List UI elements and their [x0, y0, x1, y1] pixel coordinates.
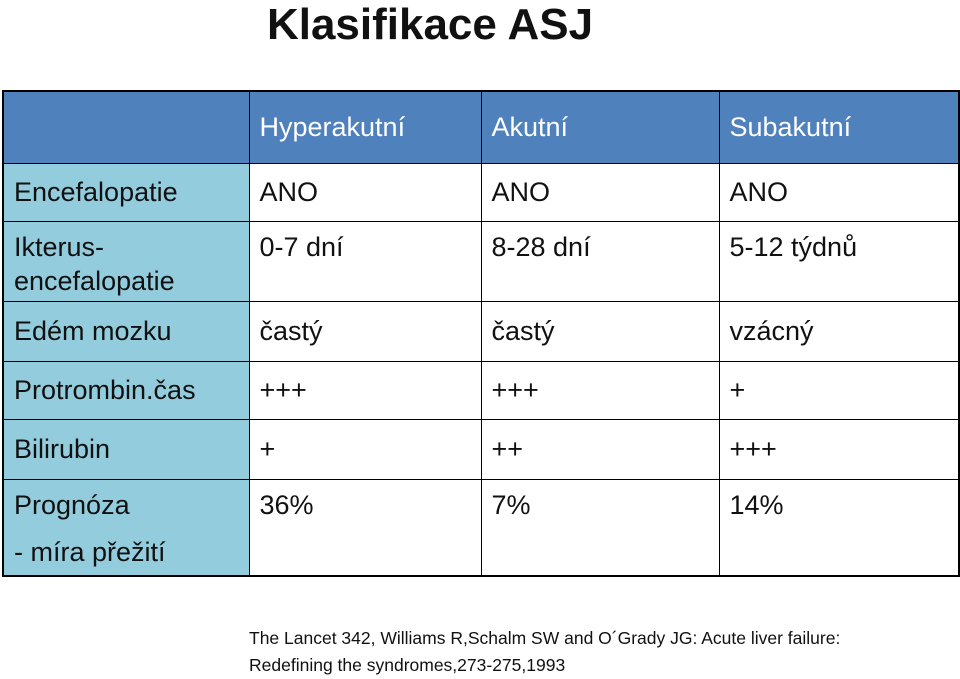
row-label: Encefalopatie	[3, 163, 249, 221]
table-cell: +++	[249, 361, 481, 419]
row-label-line2: - míra přežití	[14, 536, 166, 567]
table-cell: častý	[249, 301, 481, 361]
row-label: Bilirubin	[3, 419, 249, 479]
table-row	[3, 419, 959, 479]
table-row	[3, 361, 959, 419]
table-cell: +++	[481, 361, 719, 419]
table-cell: +	[249, 419, 481, 479]
table-cell: 36%	[249, 479, 481, 576]
table-cell: ANO	[249, 163, 481, 221]
row-label	[3, 221, 249, 301]
table-row	[3, 163, 959, 221]
row-label: Protrombin.čas	[3, 361, 249, 419]
table-cell: 14%	[719, 479, 959, 576]
page-title: Klasifikace ASJ	[266, 0, 594, 49]
table-row	[3, 221, 959, 301]
reference-line2: Redefining the syndromes,273-275,1993	[249, 655, 566, 675]
table-cell: vzácný	[719, 301, 959, 361]
table-cell: ANO	[719, 163, 959, 221]
row-label: Edém mozku	[3, 301, 249, 361]
row-label-line2: encefalopatie	[14, 265, 175, 296]
row-label-line1: Ikterus-	[14, 231, 105, 262]
table-header-row	[3, 91, 959, 163]
header-akutni: Akutní	[481, 91, 719, 163]
table-row	[3, 301, 959, 361]
row-label-line1: Prognóza	[14, 489, 130, 520]
table-cell: 5-12 týdnů	[719, 221, 959, 301]
classification-table	[2, 90, 960, 577]
header-subakutni: Subakutní	[719, 91, 959, 163]
table-row	[3, 479, 959, 576]
table-cell: 0-7 dní	[249, 221, 481, 301]
header-hyperakutni: Hyperakutní	[249, 91, 481, 163]
reference-citation	[249, 625, 954, 679]
table-cell: ++	[481, 419, 719, 479]
row-label	[3, 479, 249, 576]
table-cell: 8-28 dní	[481, 221, 719, 301]
table-cell: častý	[481, 301, 719, 361]
table-cell: 7%	[481, 479, 719, 576]
table-cell: +++	[719, 419, 959, 479]
header-corner	[3, 91, 249, 163]
reference-line1: The Lancet 342, Williams R,Schalm SW and O´Grady JG: Acute liver failure:	[249, 628, 841, 648]
table-cell: +	[719, 361, 959, 419]
table-cell: ANO	[481, 163, 719, 221]
